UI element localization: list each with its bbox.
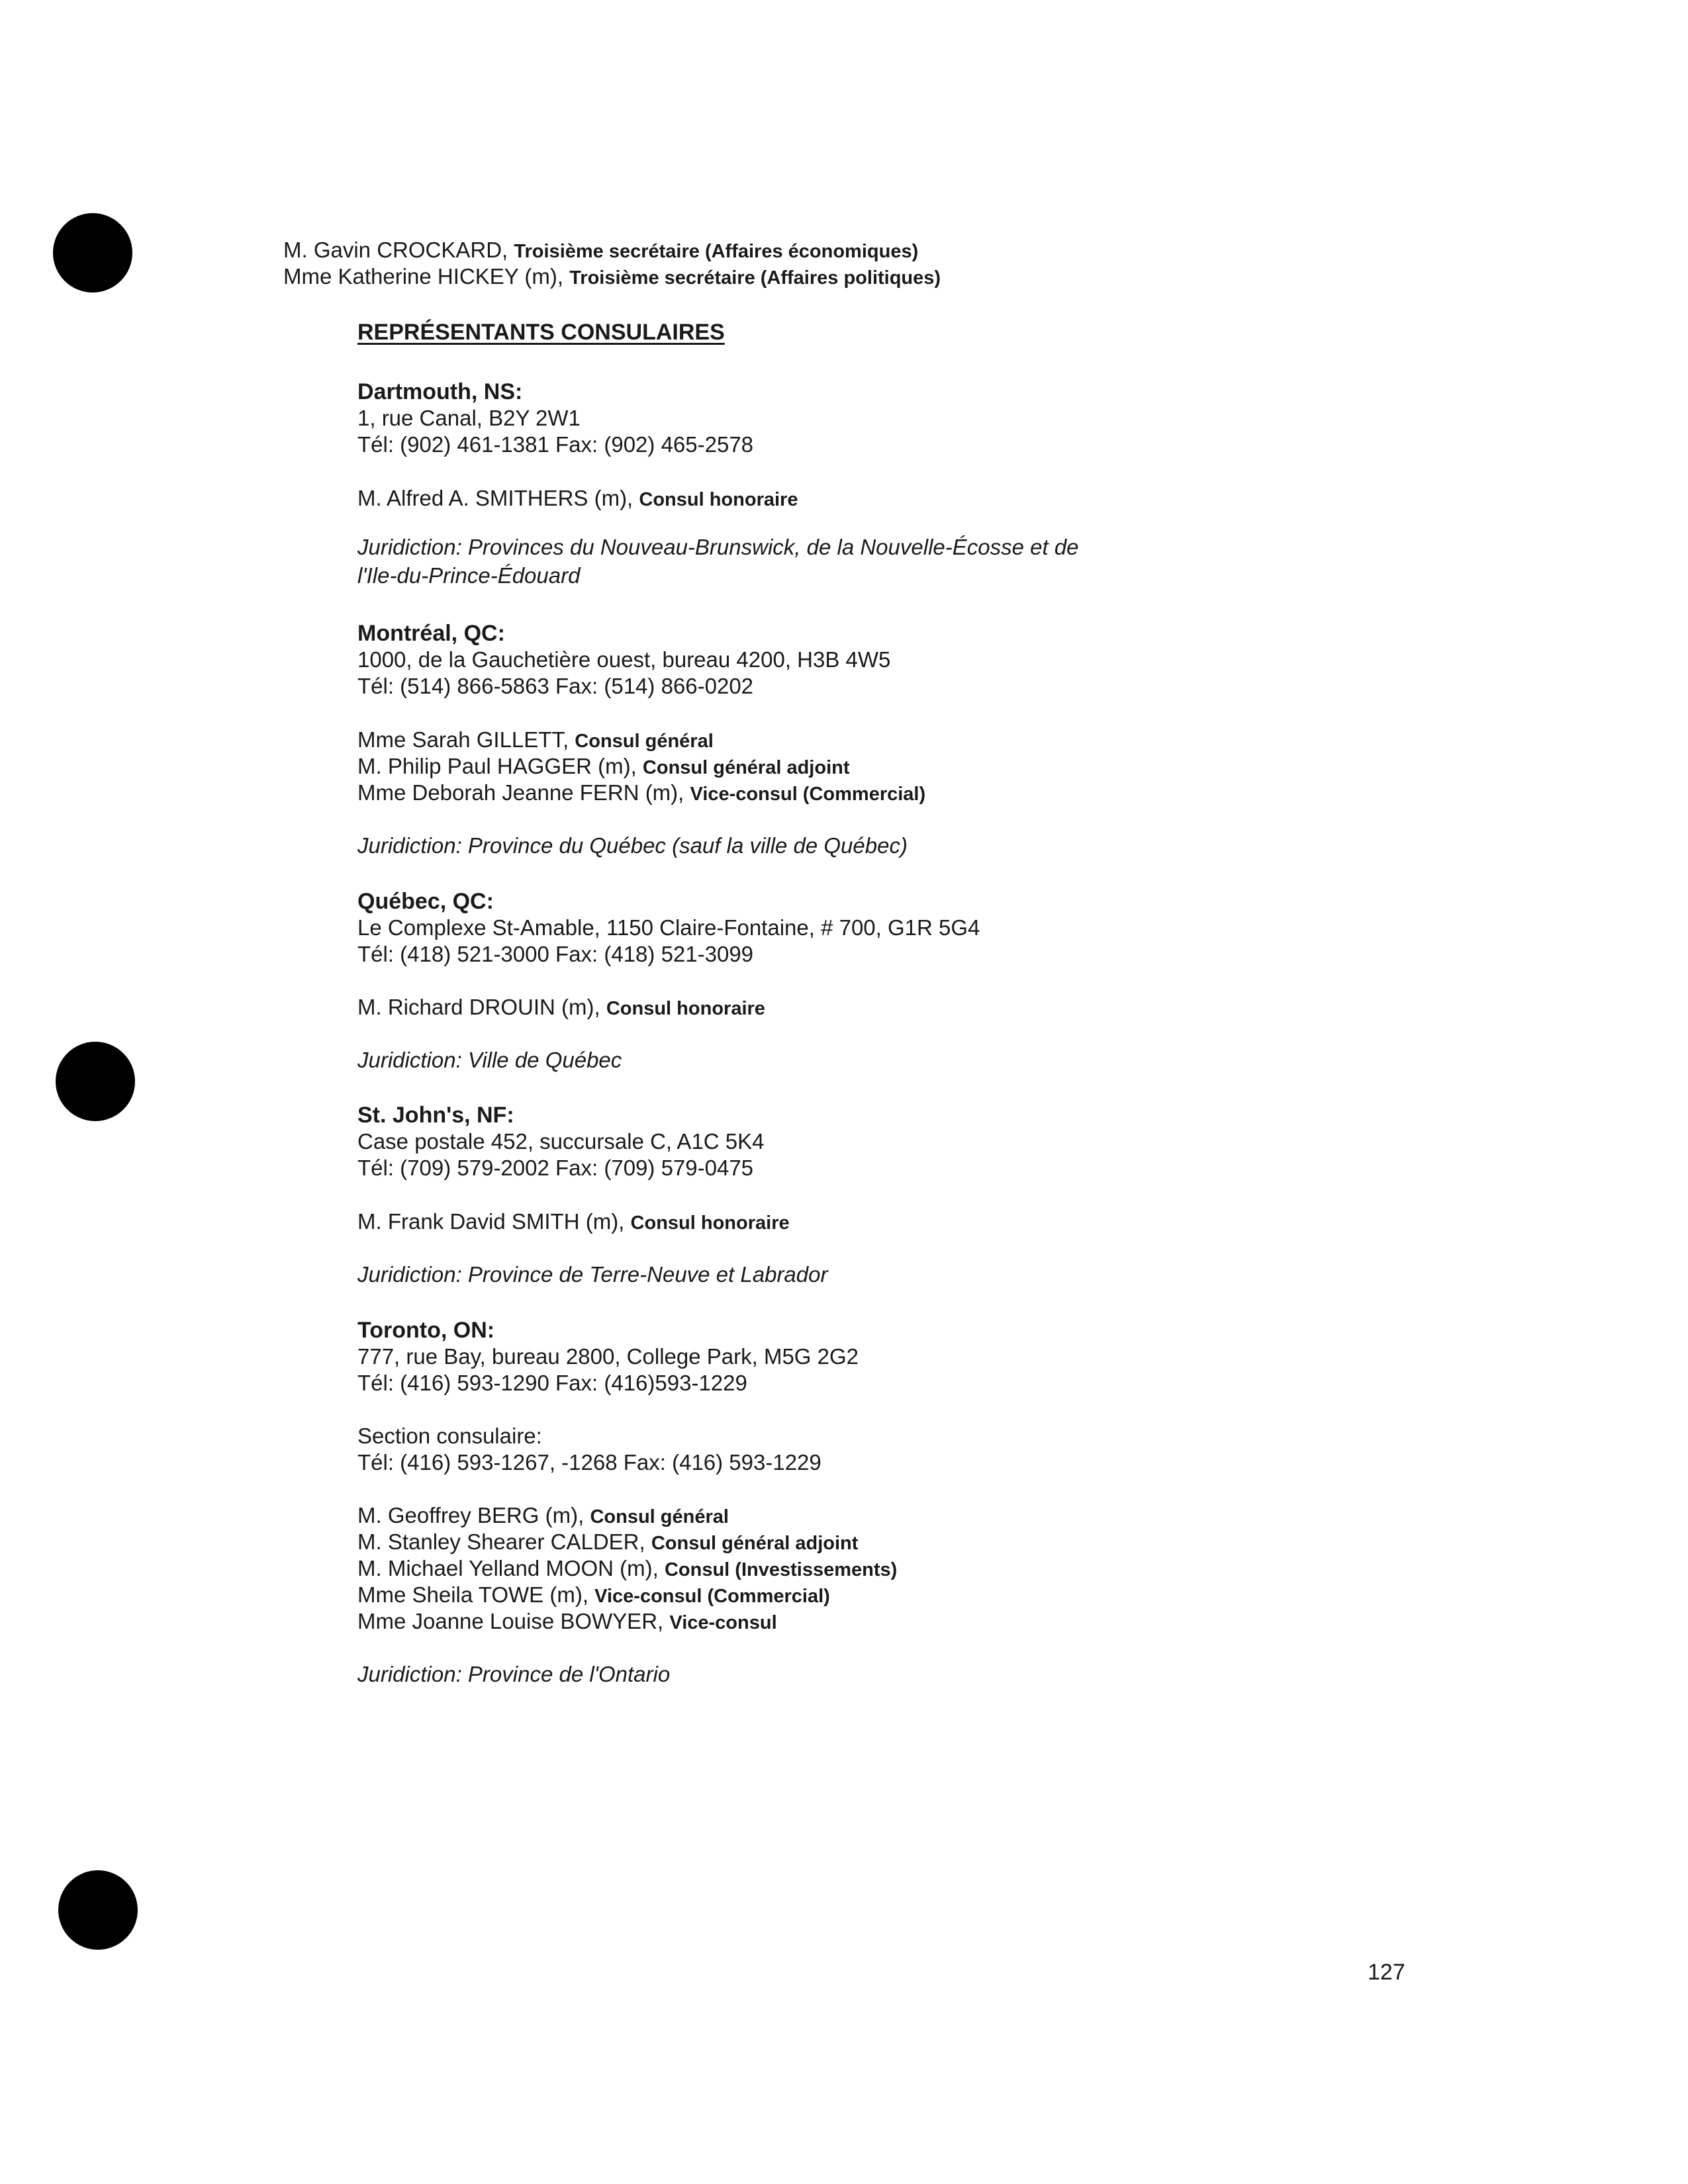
jurisdiction-continued: l'Ile-du-Prince-Édouard <box>357 563 581 588</box>
address: 1000, de la Gauchetière ouest, bureau 4200, H3B 4W5 <box>357 647 891 672</box>
phone-fax: Tél: (902) 461-1381 Fax: (902) 465-2578 <box>357 432 754 457</box>
person-name: M. Michael Yelland MOON (m), <box>357 1556 665 1580</box>
person-name: M. Richard DROUIN (m), <box>357 995 606 1019</box>
page-number: 127 <box>1368 1960 1405 1985</box>
staff-entry <box>357 727 714 754</box>
person-title: Consul général <box>575 731 714 752</box>
person-name: Mme Joanne Louise BOWYER, <box>357 1609 670 1633</box>
city-heading-toronto: Toronto, ON: <box>357 1318 495 1343</box>
city-heading-montreal: Montréal, QC: <box>357 621 505 646</box>
person-title: Troisième secrétaire (Affaires économiques) <box>514 241 919 262</box>
person-title: Vice-consul (Commercial) <box>690 784 926 805</box>
consular-section-label: Section consulaire: <box>357 1424 542 1448</box>
phone-fax: Tél: (514) 866-5863 Fax: (514) 866-0202 <box>357 674 754 698</box>
address: Le Complexe St-Amable, 1150 Claire-Fontaine, # 700, G1R 5G4 <box>357 915 980 940</box>
person-name: M. Alfred A. SMITHERS (m), <box>357 486 639 510</box>
person-title: Consul honoraire <box>606 998 765 1019</box>
staff-entry <box>357 1529 858 1557</box>
person-name: M. Gavin CROCKARD, <box>283 238 514 262</box>
staff-entry <box>357 1582 830 1610</box>
city-heading-quebec: Québec, QC: <box>357 889 494 914</box>
person-title: Consul général <box>590 1506 729 1527</box>
punch-hole <box>56 1042 135 1121</box>
person-title: Consul honoraire <box>639 489 798 510</box>
phone-fax: Tél: (418) 521-3000 Fax: (418) 521-3099 <box>357 942 754 966</box>
person-name: M. Geoffrey BERG (m), <box>357 1503 590 1527</box>
person-name: Mme Katherine HICKEY (m), <box>283 264 570 289</box>
person-name: M. Stanley Shearer CALDER, <box>357 1529 651 1554</box>
person-name: M. Frank David SMITH (m), <box>357 1209 631 1234</box>
address: Case postale 452, succursale C, A1C 5K4 <box>357 1129 765 1154</box>
person-title: Consul honoraire <box>630 1212 790 1234</box>
phone-fax: Tél: (416) 593-1290 Fax: (416)593-1229 <box>357 1371 747 1395</box>
person-title: Troisième secrétaire (Affaires politiques) <box>569 267 941 289</box>
staff-entry <box>357 1608 777 1636</box>
jurisdiction: Juridiction: Province de Terre-Neuve et Labrador <box>357 1262 828 1287</box>
person-name: Mme Sarah GILLETT, <box>357 727 575 752</box>
person-title: Consul (Investissements) <box>664 1559 898 1580</box>
city-heading-dartmouth: Dartmouth, NS: <box>357 379 523 404</box>
person-title: Vice-consul <box>669 1612 777 1633</box>
punch-hole <box>53 213 132 293</box>
staff-entry <box>357 1502 729 1530</box>
person-name: M. Philip Paul HAGGER (m), <box>357 754 643 778</box>
person-title: Consul général adjoint <box>642 757 850 778</box>
jurisdiction: Juridiction: Ville de Québec <box>357 1048 622 1072</box>
staff-entry <box>357 1555 897 1583</box>
address: 1, rue Canal, B2Y 2W1 <box>357 406 581 430</box>
staff-entry <box>357 485 798 513</box>
section-title: REPRÉSENTANTS CONSULAIRES <box>357 320 725 345</box>
person-title: Vice-consul (Commercial) <box>594 1586 830 1607</box>
consular-section-phone: Tél: (416) 593-1267, -1268 Fax: (416) 593-1229 <box>357 1450 821 1475</box>
jurisdiction: Juridiction: Province de l'Ontario <box>357 1662 671 1686</box>
staff-entry <box>357 780 925 807</box>
staff-entry <box>283 263 941 291</box>
person-name: Mme Sheila TOWE (m), <box>357 1582 595 1607</box>
person-name: Mme Deborah Jeanne FERN (m), <box>357 780 690 805</box>
staff-entry <box>283 237 918 265</box>
punch-hole <box>58 1870 138 1950</box>
jurisdiction: Juridiction: Provinces du Nouveau-Brunswick, de la Nouvelle-Écosse et de <box>357 535 1079 559</box>
jurisdiction: Juridiction: Province du Québec (sauf la ville de Québec) <box>357 833 908 858</box>
staff-entry <box>357 753 850 781</box>
person-title: Consul général adjoint <box>651 1533 859 1554</box>
staff-entry <box>357 1208 790 1236</box>
phone-fax: Tél: (709) 579-2002 Fax: (709) 579-0475 <box>357 1156 754 1180</box>
address: 777, rue Bay, bureau 2800, College Park, M5G 2G2 <box>357 1344 859 1369</box>
staff-entry <box>357 994 765 1022</box>
city-heading-stjohns: St. John's, NF: <box>357 1103 514 1128</box>
